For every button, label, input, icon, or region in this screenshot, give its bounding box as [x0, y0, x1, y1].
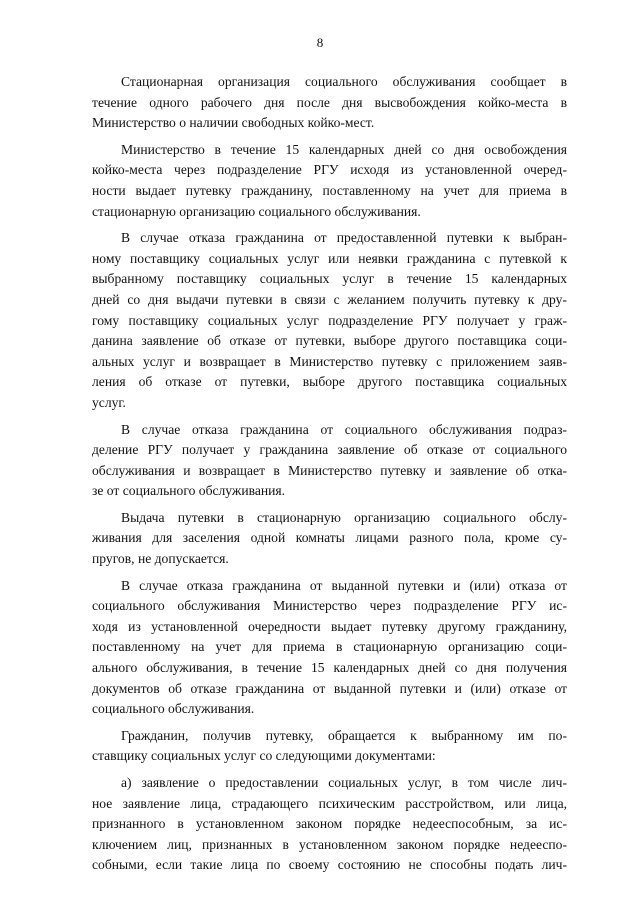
text-line: альных услуг и возвращает в Министерство путевку с приложением заяв-	[92, 353, 567, 369]
text-line: течение одного рабочего дня после дня высвобождения койко-места в	[92, 94, 567, 110]
text-line: услуг.	[92, 394, 126, 410]
paragraph	[92, 508, 567, 570]
text-line: В случае отказа гражданина от социального обслуживания подраз-	[121, 421, 567, 437]
text-line: В случае отказа гражданина от предоставленной путевки к выбран-	[121, 230, 567, 246]
text-line: Министерство в течение 15 календарных дней со дня освобождения	[121, 141, 567, 157]
paragraph	[92, 773, 567, 876]
text-line: ходя из установленной очередности выдает путевку другому гражданину,	[92, 618, 567, 634]
text-line: живания для заселения одной комнаты лицами разного пола, кроме су-	[92, 530, 567, 546]
paragraph	[92, 140, 567, 222]
text-line: дней со дня выдачи путевки в связи с желанием получить путевку к дру-	[92, 291, 567, 307]
text-line: койко-места через подразделение РГУ исходя из установленной очеред-	[92, 162, 567, 178]
text-line: ления об отказе от путевки, выборе другого поставщика социальных	[92, 374, 567, 390]
text-line: поставленному на учет для приема в стационарную организацию соци-	[92, 639, 567, 655]
body-text	[92, 72, 567, 882]
paragraph	[92, 72, 567, 134]
text-line: стационарную организацию социального обслуживания.	[92, 203, 421, 219]
text-line: документов об отказе гражданина от выданной путевки и (или) отказе от	[92, 680, 567, 696]
paragraph	[92, 576, 567, 720]
text-line: социального обслуживания.	[92, 701, 255, 717]
text-line: признанного в установленном законом порядке недееспособным, за ис-	[92, 816, 567, 832]
text-line: гому поставщику социальных услуг подразделение РГУ получает у граж-	[92, 312, 567, 328]
text-line: а) заявление о предоставлении социальных услуг, в том числе лич-	[121, 775, 567, 790]
text-line: пругов, не допускается.	[92, 551, 229, 567]
paragraph	[92, 420, 567, 502]
paragraph	[92, 228, 567, 413]
text-line: данина заявление об отказе от путевки, выборе другого поставщика соци-	[92, 333, 567, 349]
text-line: Гражданин, получив путевку, обращается к выбранному им по-	[121, 727, 567, 743]
text-line: собными, если такие лица по своему состоянию не способны подать лич-	[92, 857, 567, 873]
text-line: Выдача путевки в стационарную организацию социального обслу-	[121, 509, 567, 525]
text-line: ального обслуживания, в течение 15 календарных дней со дня получения	[92, 660, 567, 676]
text-line: ключением лиц, признанных в установленном законом порядке недееспо-	[92, 836, 567, 852]
text-line: деление РГУ получает у гражданина заявление об отказе от социального	[92, 442, 567, 458]
text-line: ставщику социальных услуг со следующими документами:	[92, 748, 436, 764]
text-line: обслуживания и возвращает в Министерство путевку и заявление об отка-	[92, 462, 567, 478]
paragraph	[92, 726, 567, 767]
text-line: зе от социального обслуживания.	[92, 483, 286, 499]
text-line: ное заявление лица, страдающего психическим расстройством, или лица,	[92, 795, 567, 811]
text-line: ному поставщику социальных услуг или неявки гражданина с путевкой к	[92, 250, 567, 266]
text-line: выбранному поставщику социальных услуг в течение 15 календарных	[92, 271, 567, 287]
page-number: 8	[316, 35, 324, 50]
text-line: ности выдает путевку гражданину, поставленному на учет для приема в	[92, 182, 567, 198]
text-line: Стационарная организация социального обслуживания сообщает в	[121, 74, 567, 89]
text-line: Министерство о наличии свободных койко-мест.	[92, 115, 375, 131]
text-line: В случае отказа гражданина от выданной путевки и (или) отказа от	[121, 577, 567, 593]
text-line: социального обслуживания Министерство через подразделение РГУ ис-	[92, 598, 567, 614]
